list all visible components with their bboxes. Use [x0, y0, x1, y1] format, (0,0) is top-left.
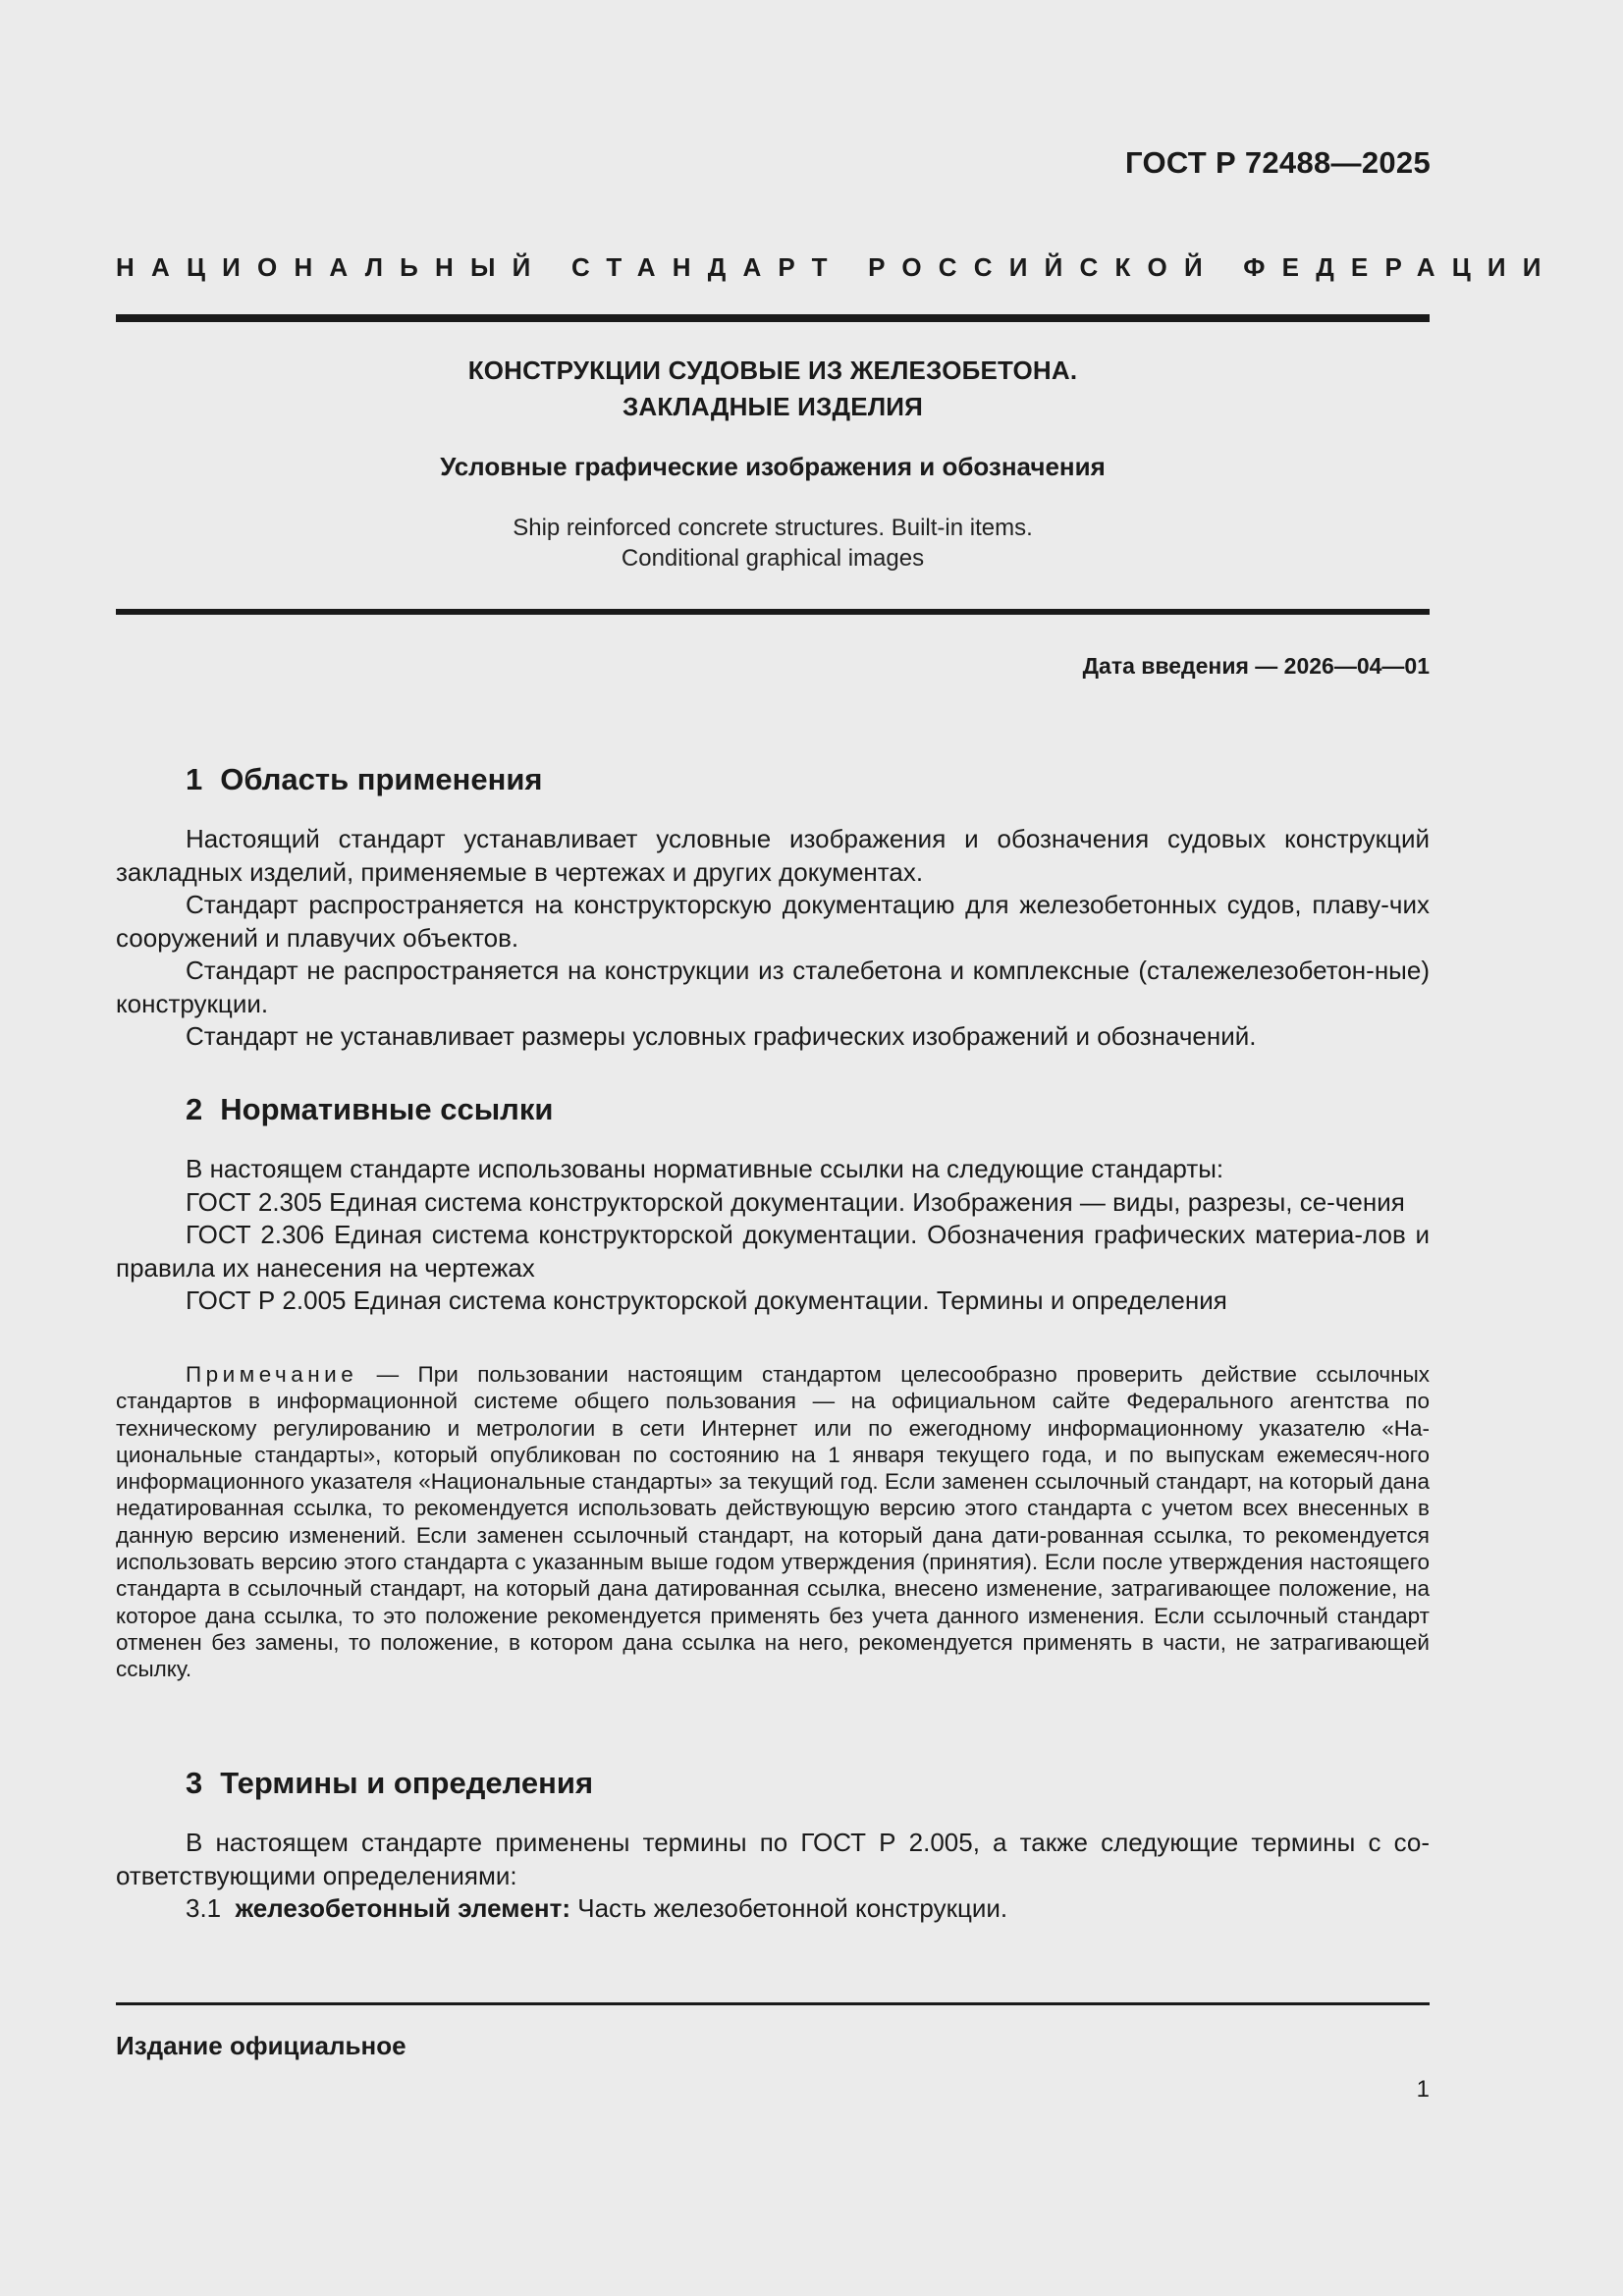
national-standard-banner: НАЦИОНАЛЬНЫЙ СТАНДАРТ РОССИЙСКОЙ ФЕДЕРАЦИИ — [116, 252, 1558, 282]
title-line-1: КОНСТРУКЦИИ СУДОВЫЕ ИЗ ЖЕЛЕЗОБЕТОНА. — [467, 355, 1078, 385]
section-2-heading — [186, 1092, 553, 1127]
footer-divider — [116, 2002, 1430, 2005]
term: железобетонный элемент: — [235, 1893, 571, 1923]
section-1-heading — [186, 762, 543, 797]
note-label: Примечание — [186, 1362, 358, 1387]
section-number: 1 — [186, 762, 203, 796]
reference-item: ГОСТ Р 2.005 Единая система конструкторской документации. Термины и определения — [186, 1285, 1227, 1315]
official-edition-label: Издание официальное — [116, 2031, 406, 2060]
reference-item: ГОСТ 2.306 Единая система конструкторской документации. Обозначения графических материа-лов и правила их нанесения на чертежах — [116, 1220, 1430, 1283]
paragraph: Стандарт распространяется на конструкторскую документацию для железобетонных судов, плаву-чих сооружений и плавучих объектов. — [116, 890, 1430, 953]
note-block — [116, 1361, 1430, 1683]
english-title-line-2: Conditional graphical images — [621, 545, 925, 572]
page-number: 1 — [1416, 2076, 1430, 2103]
section-title: Термины и определения — [220, 1766, 594, 1800]
section-2-body — [116, 1153, 1430, 1318]
paragraph: Стандарт не устанавливает размеры условных графических изображений и обозначений. — [186, 1021, 1257, 1051]
section-title: Область применения — [220, 762, 543, 796]
term-number: 3.1 — [186, 1893, 222, 1923]
english-title — [116, 513, 1430, 574]
header-divider — [116, 314, 1430, 322]
term-definition — [116, 1892, 1430, 1926]
paragraph: В настоящем стандарте использованы нормативные ссылки на следующие стандарты: — [186, 1154, 1224, 1183]
title-divider — [116, 609, 1430, 615]
section-number: 2 — [186, 1092, 203, 1126]
section-title: Нормативные ссылки — [220, 1092, 554, 1126]
standard-designation: ГОСТ Р 72488—2025 — [1125, 145, 1431, 180]
section-1-body — [116, 823, 1430, 1054]
paragraph: Стандарт не распространяется на конструкции из сталебетона и комплексные (сталежелезобетон-ные) конструкции. — [116, 956, 1430, 1018]
document-title — [116, 353, 1430, 425]
document-subtitle: Условные графические изображения и обозначения — [440, 452, 1106, 481]
section-number: 3 — [186, 1766, 203, 1800]
section-3-body — [116, 1827, 1430, 1926]
title-line-2: ЗАКЛАДНЫЕ ИЗДЕЛИЯ — [622, 392, 924, 421]
introduction-date: Дата введения — 2026—04—01 — [1082, 653, 1430, 679]
note-text: — При пользовании настоящим стандартом целесообразно проверить действие ссылочных стандартов в информационной системе общего пользования — на официальном сайте Федерального агентства по техническому регулированию и метрологии в сети Интернет или по ежегодному информационному указателю «На-циональные стандарты», который опубликован по состоянию на 1 января текущего года, и по выпускам ежемесяч-ного информационного указателя «Национальные стандарты» за текущий год. Если заменен ссылочный стандарт, на который дана недатированная ссылка, то рекомендуется использовать действующую версию этого стандарта с учетом всех внесенных в данную версию изменений. Если заменен ссылочный стандарт, на который дана дати-рованная ссылка, то рекомендуется использовать версию этого стандарта с указанным выше годом утверждения (принятия). Если после утверждения настоящего стандарта в ссылочный стандарт, на который дана датированная ссылка, внесено изменение, затрагивающее положение, на которое дана ссылка, то это положение рекомендуется применять без учета данного изменения. Если ссылочный стандарт отменен без замены, то положение, в котором дана ссылка на него, рекомендуется применять в части, не затрагивающей ссылку. — [116, 1362, 1430, 1682]
paragraph: В настоящем стандарте применены термины по ГОСТ Р 2.005, а также следующие термины с со-ответствующими определениями: — [116, 1828, 1430, 1890]
section-3-heading — [186, 1766, 593, 1801]
definition: Часть железобетонной конструкции. — [570, 1893, 1008, 1923]
reference-item: ГОСТ 2.305 Единая система конструкторской документации. Изображения — виды, разрезы, се-чения — [186, 1186, 1405, 1217]
english-title-line-1: Ship reinforced concrete structures. Built-in items. — [513, 515, 1033, 541]
paragraph: Настоящий стандарт устанавливает условные изображения и обозначения судовых конструкций закладных изделий, применяемые в чертежах и других документах. — [116, 824, 1430, 887]
